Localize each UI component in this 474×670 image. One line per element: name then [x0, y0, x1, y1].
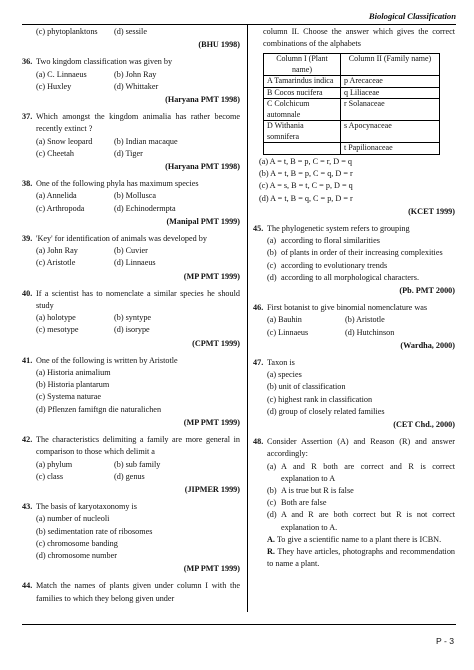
- option: (a) species: [267, 370, 302, 380]
- option: (b) sedimentation rate of ribosomes: [36, 526, 153, 536]
- option: (c) A = s, B = t, C = p, D = q: [259, 181, 353, 191]
- page-header-title: Biological Classification: [368, 11, 456, 21]
- table-cell: p Arecaceae: [341, 76, 440, 88]
- question-source: (MP PMT 1999): [183, 271, 240, 281]
- table-row: [264, 99, 440, 121]
- table-cell: q Liliaceae: [341, 87, 440, 99]
- option: (d) sessile: [114, 27, 147, 36]
- question-source: (CPMT 1999): [192, 338, 240, 348]
- question-text: Which amongst the kingdom animalia has rather become recently extinct ?: [36, 112, 240, 134]
- table-cell: C Colchicum automnale: [264, 99, 341, 121]
- option: according to all morphological characters.: [281, 272, 419, 282]
- option: (d) Linnaeus: [114, 258, 156, 268]
- question-source: (Manipal PMT 1999): [166, 216, 240, 226]
- column-divider: [247, 25, 248, 612]
- reason: [267, 546, 455, 570]
- question-text: Match the names of plants given under column I with the families to which they belong given under: [36, 581, 240, 603]
- option-label: (c): [267, 498, 277, 508]
- page-number: P - 3: [436, 636, 454, 646]
- top-options-row: [36, 26, 240, 38]
- table-cell: D Withania somnifera: [264, 121, 341, 143]
- question-37: [22, 111, 240, 173]
- option: (a) Bauhin: [267, 315, 302, 325]
- table-cell: s Apocynaceae: [341, 121, 440, 143]
- option: (d) Whittaker: [114, 81, 159, 91]
- option: (a) Historia animalium: [36, 368, 111, 378]
- table-cell: B Cocos nucifera: [264, 87, 341, 99]
- option: (b) syntype: [114, 313, 152, 323]
- option: (a) holotype: [36, 313, 76, 323]
- question-48: [253, 436, 455, 570]
- table-row: [264, 87, 440, 99]
- option-label: (c): [267, 260, 277, 270]
- question-text: Consider Assertion (A) and Reason (R) and answer accordingly:: [267, 437, 455, 459]
- header-rule: [22, 24, 456, 25]
- option: (a) John Ray: [36, 246, 78, 256]
- assertion-label: A.: [267, 534, 275, 544]
- question-47: [253, 357, 455, 431]
- question-text: One of the following is written by Aristotle: [36, 355, 178, 365]
- option: Both are false: [281, 498, 327, 508]
- question-number: 39.: [22, 234, 33, 244]
- table-header: Column II (Family name): [341, 54, 440, 76]
- option-label: (a): [267, 461, 277, 471]
- option-label: (b): [267, 248, 277, 258]
- question-36: [22, 56, 240, 106]
- option: (d) genus: [114, 471, 145, 481]
- footer-rule: [22, 624, 456, 625]
- question-source: (MP PMT 1999): [183, 564, 240, 574]
- option: (b) sub family: [114, 459, 161, 469]
- option: of plants in order of their increasing complexities: [281, 248, 443, 258]
- table-row: [264, 121, 440, 143]
- reason-label: R.: [267, 547, 275, 556]
- question-40: [22, 288, 240, 350]
- option: (d) isorype: [114, 325, 150, 335]
- option: (d) Hutchinson: [345, 327, 395, 337]
- option: (c) Cheetah: [36, 148, 74, 158]
- question-source: (JIPMER 1999): [184, 484, 240, 494]
- option-label: (d): [267, 272, 277, 282]
- question-source: (Haryana PMT 1998): [165, 95, 240, 105]
- question-number: 36.: [22, 57, 33, 67]
- question-number: 46.: [253, 303, 264, 313]
- right-column: [253, 26, 455, 570]
- option: (b) Indian macaque: [114, 136, 178, 146]
- reason-text: They have articles, photographs and recommendation to name a plant.: [267, 547, 456, 569]
- option: (a) number of nucleoli: [36, 514, 110, 524]
- question-number: 47.: [253, 357, 264, 367]
- assertion: [267, 534, 455, 546]
- question-number: 40.: [22, 288, 33, 298]
- question-45: [253, 223, 455, 297]
- question-source: (Wardha, 2000): [400, 340, 455, 350]
- question-number: 38.: [22, 179, 33, 189]
- question-number: 43.: [22, 502, 33, 512]
- option: (d) Echinodermpta: [114, 203, 176, 213]
- option: (a) C. Linnaeus: [36, 69, 87, 79]
- option: (c) class: [36, 471, 64, 481]
- question-text: One of the following phyla has maximum species: [36, 179, 199, 189]
- question-44-continued: column II. Choose the answer which gives the correct combinations of the alphabets: [263, 27, 455, 49]
- option: A and R are both correct but R is not correct explanation to A.: [281, 510, 455, 532]
- assertion-text: To give a scientific name to a plant there is ICBN.: [276, 534, 442, 544]
- option: A and R both are correct and R is correct explanation to A: [281, 461, 455, 483]
- option: according to floral similarities: [281, 236, 380, 246]
- question-43: [22, 501, 240, 575]
- question-42: [22, 434, 240, 496]
- question-source: (Haryana PMT 1998): [165, 162, 240, 172]
- option: (a) Annelida: [36, 191, 77, 201]
- question-38: [22, 178, 240, 228]
- question-source: (KCET 1999): [408, 206, 455, 216]
- option: (c) mesotype: [36, 325, 79, 335]
- question-source: (MP PMT 1999): [183, 417, 240, 427]
- option: (a) phylum: [36, 459, 73, 469]
- question-text: First botanist to give binomial nomenclature was: [267, 303, 428, 313]
- table-cell: r Solanaceae: [341, 99, 440, 121]
- option: (a) A = t, B = p, C = r, D = q: [259, 156, 352, 166]
- question-number: 48.: [253, 437, 264, 447]
- table-cell: [264, 143, 341, 155]
- table-cell: t Papilionaceae: [341, 143, 440, 155]
- question-source: (Pb. PMT 2000): [399, 285, 455, 295]
- option: (b) John Ray: [114, 69, 157, 79]
- option: (c) phytoplanktons: [36, 27, 98, 36]
- question-text: The basis of karyotaxonomy is: [36, 502, 137, 512]
- option: (d) Tiger: [114, 148, 143, 158]
- option: (c) Arthropoda: [36, 203, 85, 213]
- match-table: [263, 53, 440, 155]
- question-number: 45.: [253, 223, 264, 233]
- table-row: [264, 143, 440, 155]
- question-text: Taxon is: [267, 357, 295, 367]
- option: A is true but R is false: [281, 485, 354, 495]
- question-text: If a scientist has to nomenclate a similar species he should study: [36, 288, 240, 311]
- question-text: The phylogenetic system refers to grouping: [267, 223, 410, 233]
- option: (d) chromosome number: [36, 550, 117, 560]
- question-source: (BHU 1998): [198, 40, 240, 50]
- question-39: [22, 233, 240, 283]
- option: (d) group of closely related families: [267, 406, 385, 416]
- option: (c) Huxley: [36, 81, 72, 91]
- option: (b) A = t, B = p, C = q, D = r: [259, 169, 353, 179]
- question-number: 41.: [22, 355, 33, 365]
- question-46: [253, 302, 455, 352]
- option: (c) highest rank in classification: [267, 394, 373, 404]
- option-label: (d): [267, 510, 277, 520]
- table-row: [264, 76, 440, 88]
- option: (b) Aristotle: [345, 315, 385, 325]
- question-source: (CET Chd., 2000): [393, 419, 455, 429]
- question-number: 44.: [22, 581, 33, 591]
- option: (d) A = t, B = q, C = p, D = r: [259, 193, 353, 203]
- option: (c) chromosome banding: [36, 538, 118, 548]
- question-text: 'Key' for identification of animals was developed by: [36, 234, 207, 244]
- option-label: (b): [267, 485, 277, 495]
- option: (b) Historia plantarum: [36, 380, 110, 390]
- option-label: (a): [267, 236, 277, 246]
- question-text: Two kingdom classification was given by: [36, 57, 173, 67]
- table-header: Column I (Plant name): [264, 54, 341, 76]
- option: (c) Aristotle: [36, 258, 76, 268]
- question-41: [22, 355, 240, 429]
- option: (b) Mollusca: [114, 191, 157, 201]
- question-number: 37.: [22, 112, 33, 122]
- question-44: [22, 580, 240, 604]
- question-text: The characteristics delimiting a family are more general in comparison to those which delimit a: [36, 435, 240, 457]
- option: (a) Snow leopard: [36, 136, 93, 146]
- left-column: [22, 26, 240, 605]
- option: (b) unit of classification: [267, 382, 346, 392]
- table-cell: A Tamarindus indica: [264, 76, 341, 88]
- option: (d) Pflenzen famiftgn die naturalichen: [36, 404, 162, 414]
- question-number: 42.: [22, 435, 33, 445]
- option: according to evolutionary trends: [281, 260, 388, 270]
- option: (c) Linnaeus: [267, 327, 309, 337]
- option: (b) Cuvier: [114, 246, 148, 256]
- option: (c) Systema naturae: [36, 392, 102, 402]
